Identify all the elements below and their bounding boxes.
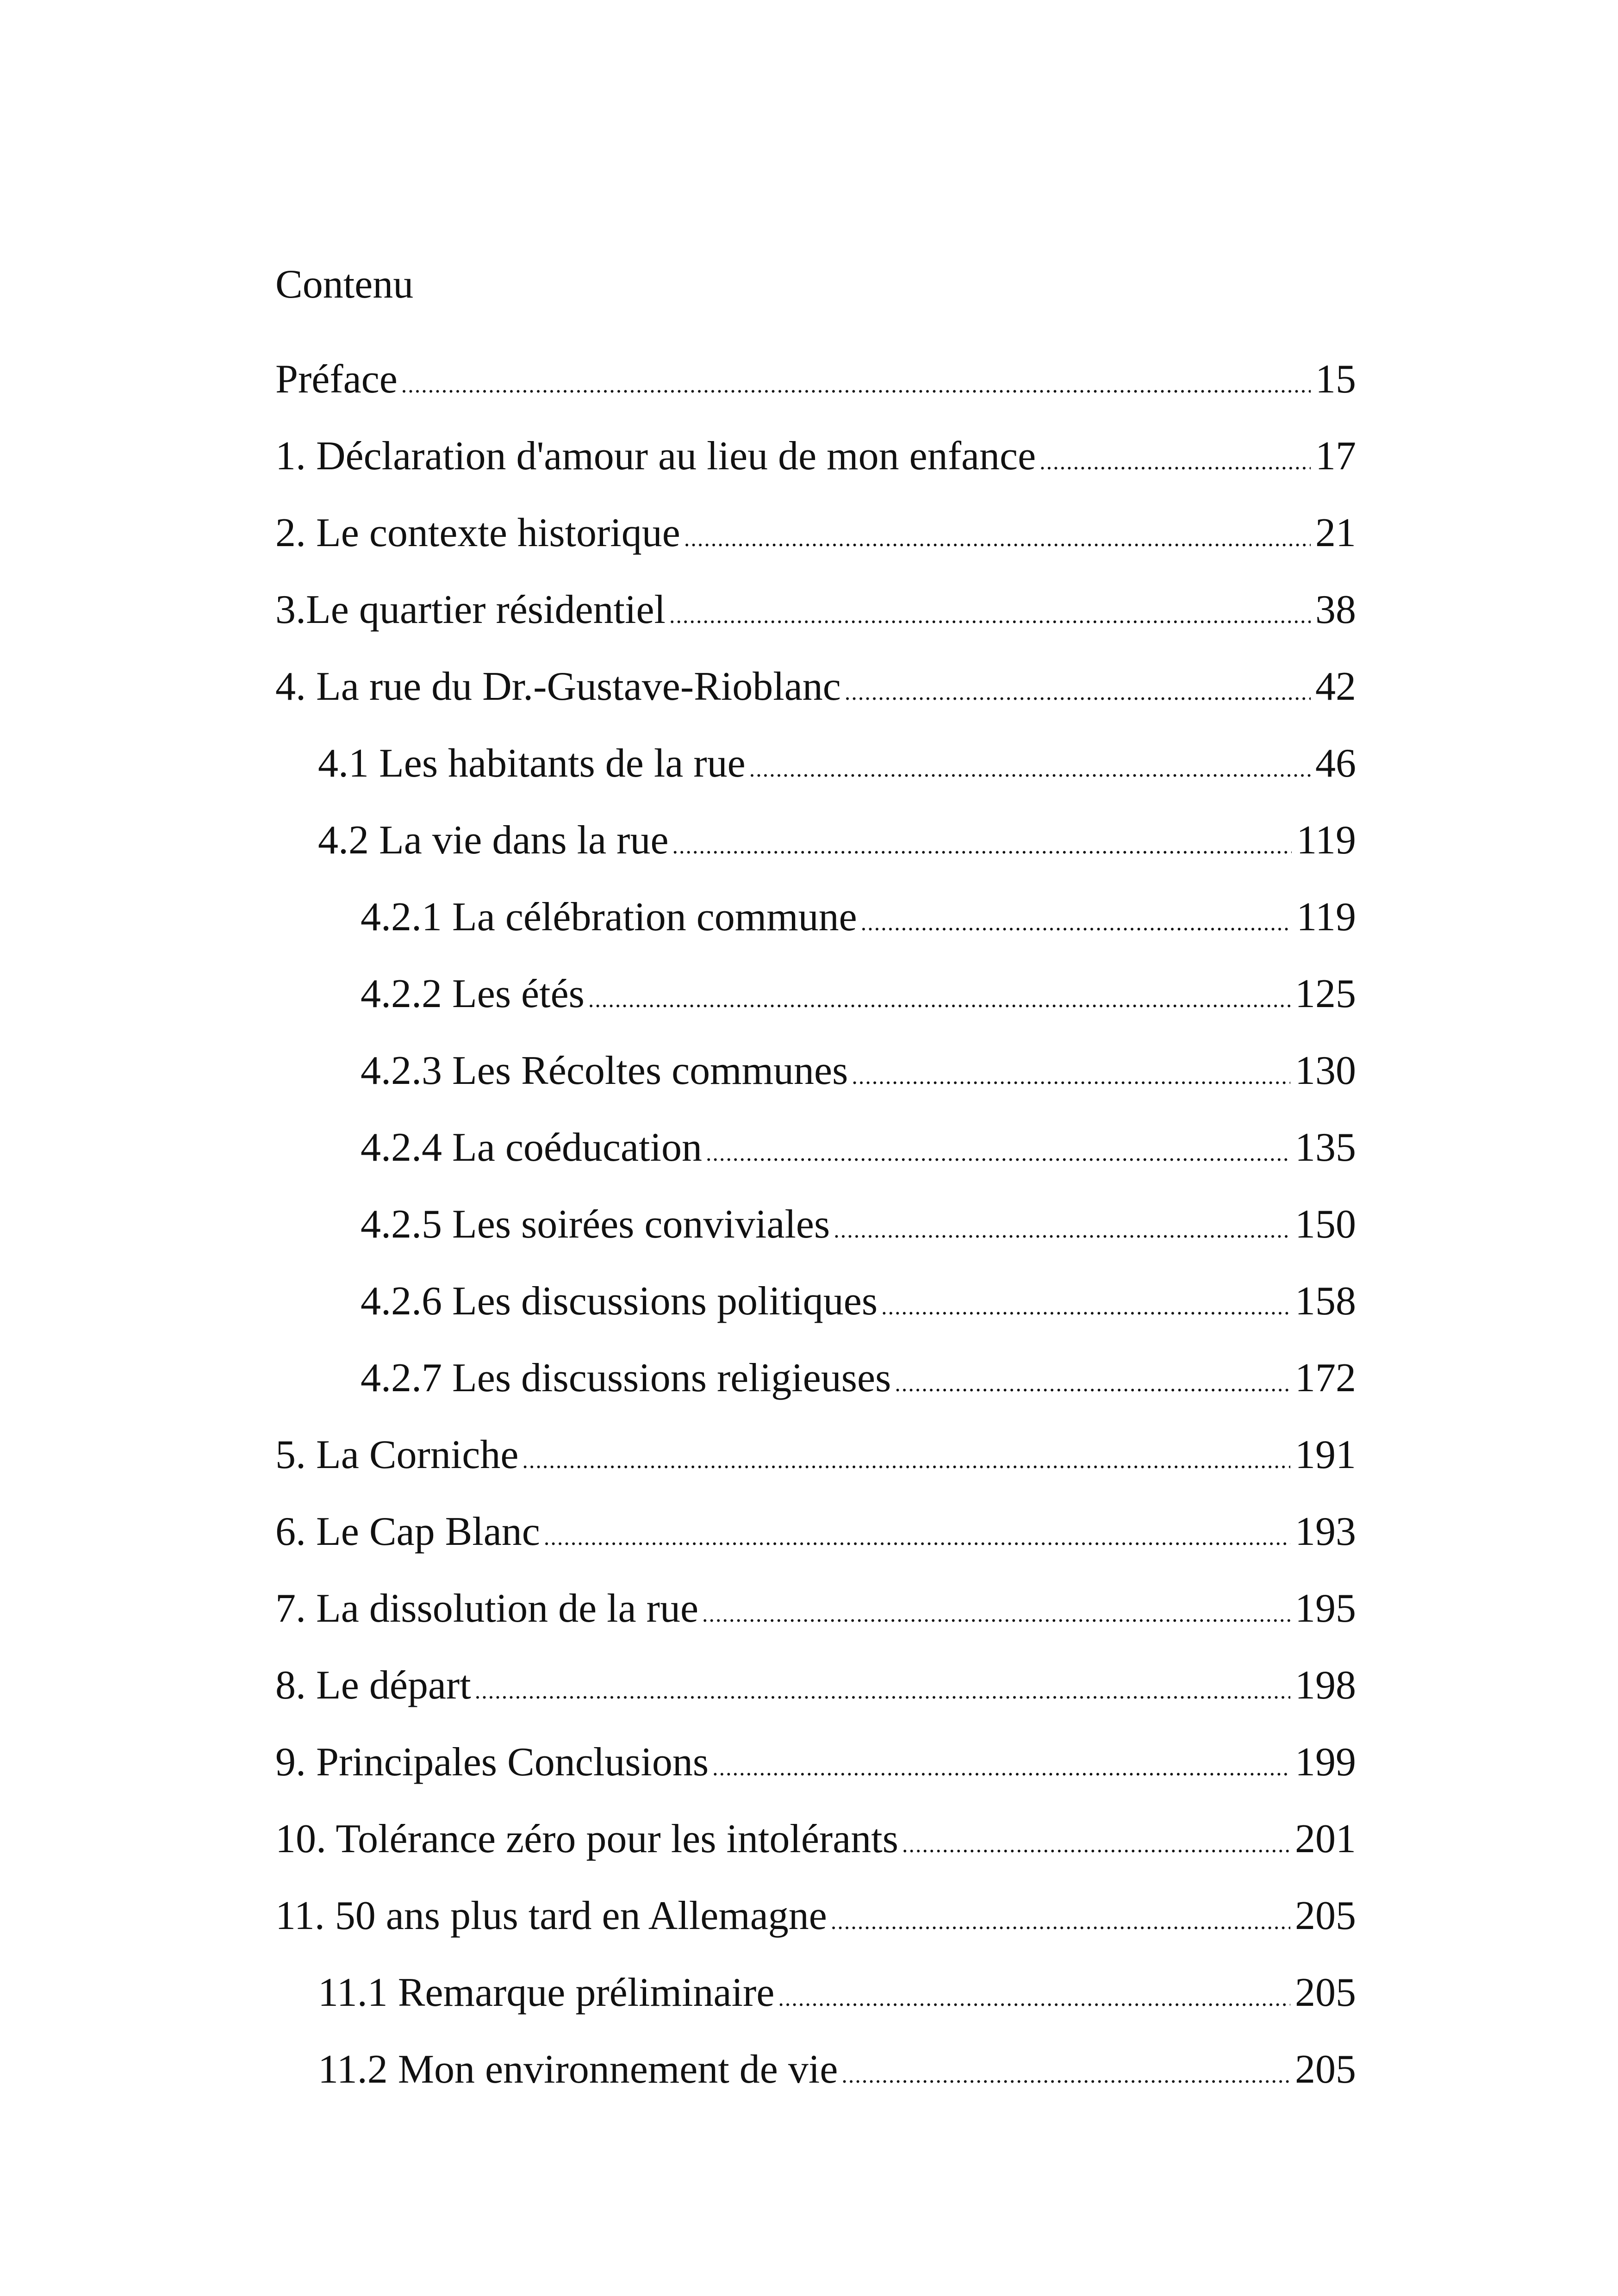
dot-leader (749, 743, 1311, 794)
toc-entry-title: 4.2.1 La célébration commune (361, 895, 857, 940)
toc-entry-title: 3.Le quartier résidentiel (275, 587, 666, 632)
toc-entry-title: 11.2 Mon environnement de vie (318, 2047, 838, 2092)
toc-entry-title: 2. Le contexte historique (275, 510, 680, 555)
toc-entry-page-number: 125 (1295, 971, 1356, 1016)
toc-entry (275, 2044, 1356, 2121)
dot-leader (522, 1435, 1290, 1486)
toc-entry-page-number: 135 (1295, 1125, 1356, 1170)
dot-leader (834, 1204, 1290, 1255)
toc-entry-title: 4.2 La vie dans la rue (318, 818, 669, 863)
toc-entry (275, 815, 1356, 892)
toc-entry (275, 1199, 1356, 1276)
toc-entry-title: 1. Déclaration d'amour au lieu de mon enfance (275, 434, 1036, 479)
toc-entry (275, 585, 1356, 661)
toc-entry-title: 4.1 Les habitants de la rue (318, 741, 746, 786)
toc-entry (275, 1506, 1356, 1583)
toc-entry (275, 431, 1356, 508)
toc-entry-page-number: 42 (1315, 664, 1356, 709)
toc-entry (275, 892, 1356, 969)
toc-entry (275, 1353, 1356, 1430)
toc-entry-title: Préface (275, 357, 398, 402)
toc-entry-title: 8. Le départ (275, 1663, 471, 1708)
toc-entry-page-number: 191 (1295, 1432, 1356, 1477)
toc-entry-page-number: 38 (1315, 587, 1356, 632)
table-of-contents (275, 354, 1356, 2121)
toc-entry-title: 4.2.7 Les discussions religieuses (361, 1356, 891, 1400)
toc-entry-page-number: 205 (1295, 1970, 1356, 2015)
toc-entry-title: 10. Tolérance zéro pour les intolérants (275, 1817, 898, 1861)
dot-leader (881, 1281, 1290, 1332)
toc-entry-title: 11. 50 ans plus tard en Allemagne (275, 1893, 827, 1938)
toc-entry-title: 4.2.4 La coéducation (361, 1125, 702, 1170)
dot-leader (902, 1819, 1290, 1870)
toc-entry (275, 661, 1356, 738)
toc-entry-title: 9. Principales Conclusions (275, 1740, 709, 1785)
toc-entry-page-number: 172 (1295, 1356, 1356, 1400)
toc-entry-page-number: 205 (1295, 2047, 1356, 2092)
toc-entry (275, 738, 1356, 815)
toc-entry-title: 4.2.2 Les étés (361, 971, 585, 1016)
toc-entry-page-number: 21 (1315, 510, 1356, 555)
toc-entry (275, 508, 1356, 585)
toc-entry-page-number: 198 (1295, 1663, 1356, 1708)
toc-entry (275, 1891, 1356, 1967)
toc-entry-title: 4.2.6 Les discussions politiques (361, 1279, 878, 1324)
toc-entry (275, 1276, 1356, 1353)
toc-entry-page-number: 17 (1315, 434, 1356, 479)
toc-entry-title: 5. La Corniche (275, 1432, 519, 1477)
dot-leader (669, 590, 1311, 641)
dot-leader (712, 1742, 1290, 1793)
toc-entry-title: 11.1 Remarque préliminaire (318, 1970, 775, 2015)
toc-entry-page-number: 119 (1296, 895, 1356, 940)
dot-leader (1039, 436, 1311, 487)
toc-entry-title: 4. La rue du Dr.-Gustave-Rioblanc (275, 664, 841, 709)
toc-entry (275, 1967, 1356, 2044)
dot-leader (706, 1127, 1290, 1178)
toc-entry (275, 354, 1356, 431)
toc-entry (275, 969, 1356, 1045)
dot-leader (861, 897, 1292, 948)
toc-entry-page-number: 150 (1295, 1202, 1356, 1247)
toc-entry (275, 1122, 1356, 1199)
toc-entry-title: 6. Le Cap Blanc (275, 1509, 540, 1554)
toc-heading: Contenu (275, 262, 414, 307)
toc-entry-title: 7. La dissolution de la rue (275, 1586, 699, 1631)
dot-leader (841, 2049, 1290, 2100)
dot-leader (672, 820, 1292, 871)
toc-entry-page-number: 193 (1295, 1509, 1356, 1554)
toc-entry-page-number: 195 (1295, 1586, 1356, 1631)
toc-entry-page-number: 119 (1296, 818, 1356, 863)
dot-leader (702, 1588, 1290, 1639)
dot-leader (684, 513, 1311, 564)
dot-leader (852, 1051, 1290, 1101)
dot-leader (778, 1972, 1290, 2023)
toc-entry (275, 1660, 1356, 1737)
dot-leader (831, 1896, 1290, 1947)
toc-entry-page-number: 15 (1315, 357, 1356, 402)
dot-leader (475, 1665, 1290, 1716)
dot-leader (544, 1512, 1290, 1562)
toc-entry-page-number: 201 (1295, 1817, 1356, 1861)
toc-entry-page-number: 46 (1315, 741, 1356, 786)
toc-entry (275, 1045, 1356, 1122)
dot-leader (895, 1358, 1290, 1409)
toc-entry-title: 4.2.3 Les Récoltes communes (361, 1048, 848, 1093)
toc-entry (275, 1814, 1356, 1891)
toc-entry-page-number: 205 (1295, 1893, 1356, 1938)
toc-entry (275, 1583, 1356, 1660)
toc-entry-page-number: 199 (1295, 1740, 1356, 1785)
toc-entry (275, 1737, 1356, 1814)
dot-leader (588, 974, 1290, 1025)
toc-entry-page-number: 130 (1295, 1048, 1356, 1093)
toc-entry-page-number: 158 (1295, 1279, 1356, 1324)
dot-leader (845, 666, 1311, 717)
toc-entry-title: 4.2.5 Les soirées conviviales (361, 1202, 830, 1247)
dot-leader (401, 359, 1311, 410)
toc-entry (275, 1430, 1356, 1506)
